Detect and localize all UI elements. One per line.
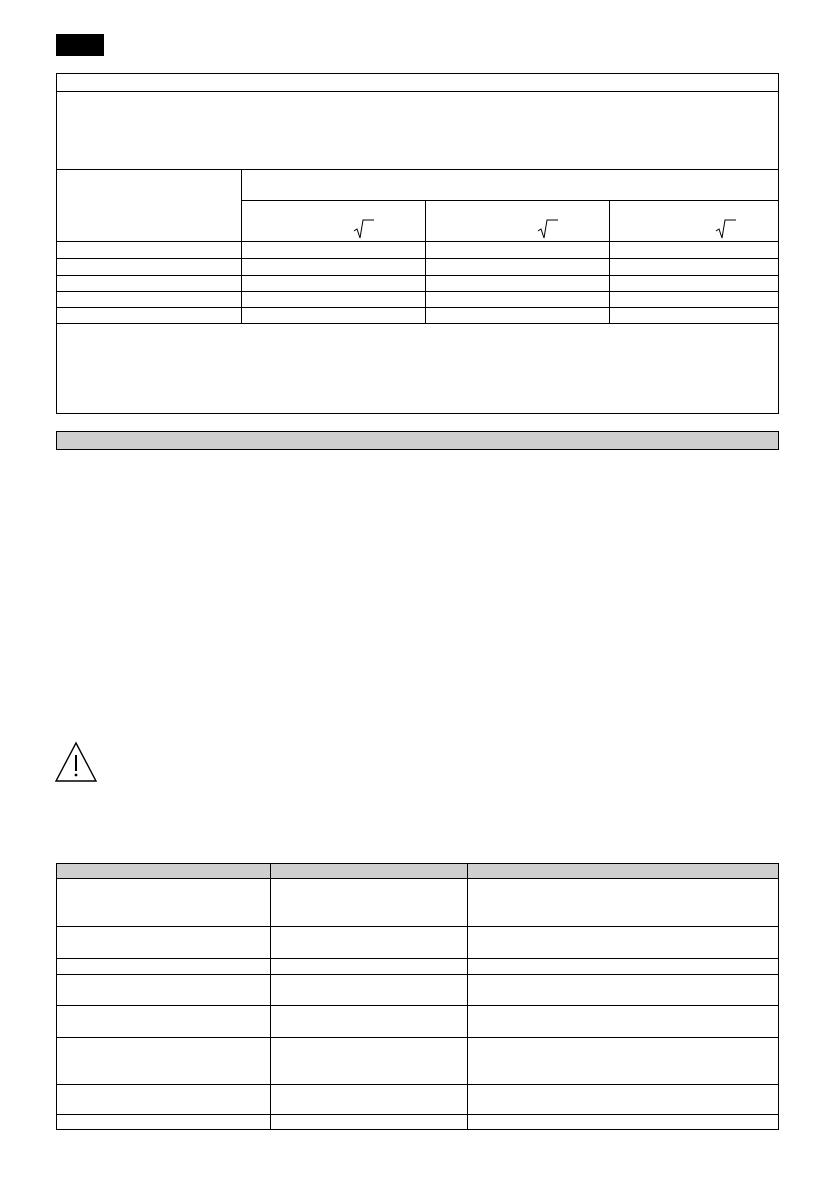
square-root-icon [353,218,375,240]
table-rule [241,200,778,201]
square-root-icon [715,218,737,240]
table-column-divider [270,864,271,1129]
table-row [57,958,778,959]
table-row [57,258,778,259]
table-row [57,323,778,324]
language-tab [56,34,104,56]
specification-table [56,73,779,414]
table-column-divider [425,200,426,323]
table-row [57,307,778,308]
table-header-row [57,864,778,879]
table-row [57,1084,778,1085]
table-row [57,974,778,975]
table-column-divider [467,864,468,1129]
table-row [57,1005,778,1006]
troubleshooting-table [56,863,779,1130]
table-rule [57,169,778,170]
table-rule [57,91,778,92]
table-column-divider [609,200,610,323]
table-row [57,241,778,242]
table-row [57,275,778,276]
warning-triangle-icon [54,741,98,783]
table-row [57,1114,778,1115]
table-row [57,291,778,292]
square-root-icon [537,218,559,240]
table-row [57,1037,778,1038]
table-column-divider [241,169,242,323]
table-row [57,926,778,927]
section-header-bar [56,431,779,450]
